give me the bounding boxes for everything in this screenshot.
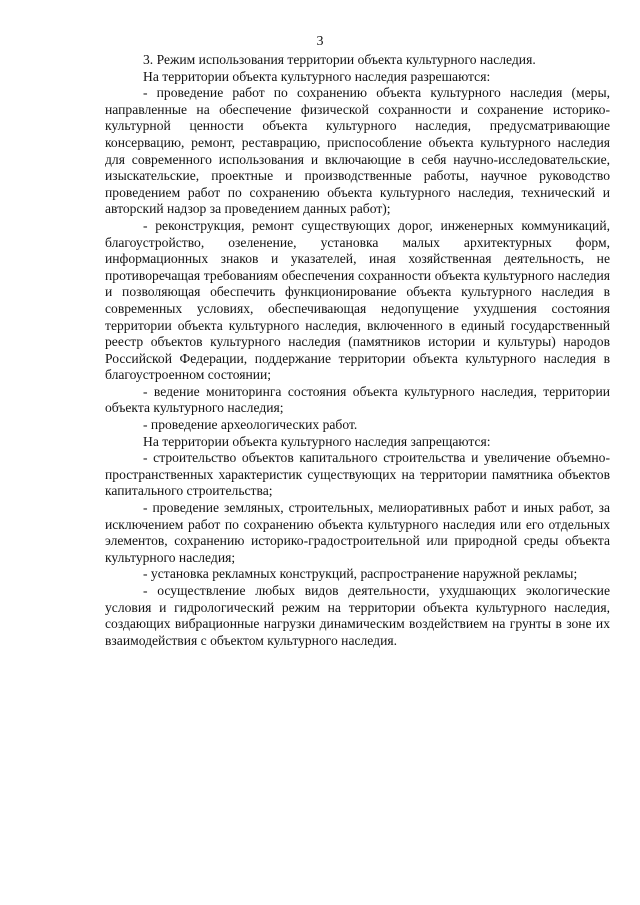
page-number: 3 [316,34,324,49]
prohibited-item: - установка рекламных конструкций, распространение наружной рекламы; [143,566,578,582]
prohibited-item: - осуществление любых видов деятельности, ухудшающих экологические условия и гидрологический режим на территории объекта культурного наследия, создающих вибрационные нагрузки динамическим воздействием на грунты в зоне их взаимодействия с объектом культурного наследия. [105,583,610,648]
section-title: 3. Режим использования территории объекта культурного наследия. [143,52,536,67]
allowed-item: - ведение мониторинга состояния объекта культурного наследия, территории объекта культурного наследия; [105,383,610,416]
allowed-intro: На территории объекта культурного наследия разрешаются: [143,68,491,84]
prohibited-intro: На территории объекта культурного наследия запрещаются: [143,433,491,449]
allowed-item: - реконструкция, ремонт существующих дорог, инженерных коммуникаций, благоустройство, озеленение, установка малых архитектурных форм, информационных знаков и указателей, иная хозяйственная деятельность, не противоречащая требованиям обеспечения сохранности объекта культурного наследия и позволяющая обеспечить функционирование объекта культурного наследия в современных условиях, обеспечивающая недопущение ухудшения состояния территории объекта культурного наследия, включенного в единый государственный реестр объектов культурного наследия (памятников истории и культуры) народов Российской Федерации, поддержание территории объекта культурного наследия в благоустроенном состоянии; [105,217,610,383]
allowed-item: - проведение археологических работ. [143,417,358,433]
document-body [105,52,610,649]
prohibited-item: - проведение земляных, строительных, мелиоративных работ и иных работ, за исключением работ по сохранению объекта культурного наследия или его отдельных элементов, сохранению историко-градостроительной или природной среды объекта культурного наследия; [105,500,610,565]
prohibited-item: - строительство объектов капитального строительства и увеличение объемно-пространственных характеристик существующих на территории памятника объектов капитального строительства; [105,450,610,499]
allowed-item: - проведение работ по сохранению объекта культурного наследия (меры, направленные на обеспечение физической сохранности и сохранение историко-культурной ценности объекта культурного наследия, предусматривающие консервацию, ремонт, реставрацию, приспособление объекта культурного наследия для современного использования и включающие в себя научно-исследовательские, изыскательские, проектные и производственные работы, научное руководство проведением работ по сохранению объекта культурного наследия, технический и авторский надзор за проведением данных работ); [105,85,610,217]
